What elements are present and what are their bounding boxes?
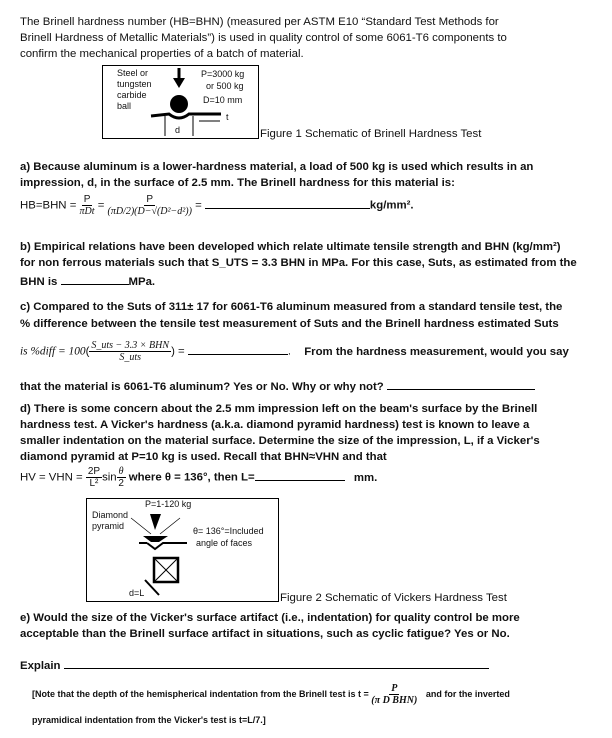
answer-blank-b[interactable] bbox=[61, 273, 129, 285]
denominator: πDt bbox=[79, 206, 95, 217]
load-label: or 500 kg bbox=[206, 81, 244, 91]
label: Diamond bbox=[92, 510, 129, 520]
angle-label: angle of faces bbox=[196, 538, 253, 548]
label: carbide bbox=[117, 90, 147, 100]
part-d-line: smaller indentation on the material surface. Determine the size of the impression, L, if a Vicker's bbox=[20, 435, 540, 447]
part-d-line: d) There is some concern about the 2.5 mm impression left on the beam's surface by the Brinell bbox=[20, 403, 538, 415]
label: Steel or bbox=[117, 68, 149, 78]
d-label: d bbox=[175, 125, 181, 135]
diamond-pyramid-icon bbox=[87, 496, 278, 602]
units: mm. bbox=[353, 471, 378, 484]
answer-blank-c2[interactable] bbox=[387, 378, 535, 390]
part-d-line: diamond pyramid at P=10 kg is used. Recall that BHN≈VHN and that bbox=[20, 451, 387, 463]
brinell-ball-icon bbox=[103, 66, 258, 138]
note-text: [Note that the depth of the hemispherical indentation from the Brinell test is t = bbox=[32, 689, 369, 699]
part-a-line: impression, d, in the surface of 2.5 mm. The Brinell hardness for this material is: bbox=[20, 177, 455, 189]
figure-2-caption: Figure 2 Schematic of Vickers Hardness Test bbox=[280, 592, 507, 604]
note-text: pyramidical indentation from the Vicker's test is t=L/7.] bbox=[32, 715, 266, 725]
brinell-formula: HB=BHN = $\frac{P}{\text{πDt}}$ = $\frac{P}{\text{(πD/2)(D−√(D²−d²))}}$ = kg/mm². bbox=[20, 194, 414, 217]
percent-diff-formula: is %diff = 100( $\frac{\text{S\_uts − 3.3 × BHN}}{\text{S\_uts}}$ ) = . From the hardness measurement, would you say bbox=[20, 340, 569, 363]
numerator: 2P bbox=[87, 466, 101, 477]
part-b-line: BHN is bbox=[20, 276, 58, 288]
numerator: P bbox=[391, 683, 398, 695]
load-label: P=3000 kg bbox=[201, 69, 245, 79]
intro-line: The Brinell hardness number (HB=BHN) (measured per ASTM E10 “Standard Test Methods for bbox=[20, 16, 499, 28]
diameter-label: D=10 mm bbox=[203, 95, 243, 105]
part-a-line: a) Because aluminum is a lower-hardness material, a load of 500 kg is used which results in an bbox=[20, 161, 534, 173]
numerator: P bbox=[83, 194, 91, 205]
answer-blank-d[interactable] bbox=[255, 469, 345, 481]
explain-blank[interactable] bbox=[64, 657, 489, 669]
figure-1-brinell-schematic bbox=[102, 65, 259, 139]
t-label: t bbox=[226, 112, 229, 122]
denominator: (πD/2)(D−√(D²−d²)) bbox=[107, 206, 192, 217]
label: ball bbox=[117, 101, 132, 111]
numerator: S_uts − 3.3 × BHN bbox=[91, 340, 170, 351]
label: pyramid bbox=[92, 521, 125, 531]
note-text: and for the inverted bbox=[425, 689, 510, 699]
angle-label: θ= 136°=Included bbox=[193, 526, 264, 536]
intro-line: Brinell Hardness of Metallic Materials”) is used in quality control of some 6061-T6 components to bbox=[20, 32, 507, 44]
units: kg/mm². bbox=[369, 199, 414, 212]
figure-2-vickers-schematic bbox=[86, 498, 279, 602]
load-label: P=1-120 kg bbox=[145, 499, 192, 509]
label: tungsten bbox=[117, 79, 152, 89]
numerator: θ bbox=[118, 466, 124, 477]
question-text: From the hardness measurement, would you say bbox=[304, 345, 569, 358]
units: MPa. bbox=[128, 276, 156, 288]
sin: sin bbox=[102, 471, 117, 484]
explain-label: Explain bbox=[20, 660, 61, 672]
vickers-formula bbox=[20, 466, 377, 489]
figure-1-caption: Figure 1 Schematic of Brinell Hardness Test bbox=[260, 128, 482, 140]
answer-blank-c[interactable] bbox=[188, 343, 288, 355]
dl-label: d=L bbox=[129, 588, 145, 598]
part-c-line: % difference between the tensile test measurement of Suts and the Brinell hardness estimated Suts bbox=[20, 318, 559, 330]
formula-lhs: HB=BHN = bbox=[20, 199, 77, 212]
part-b-line: for non ferrous materials such that S_UTS = 3.3 BHN in MPa. For this case, Suts, as estimated from the bbox=[20, 257, 577, 269]
note-line bbox=[32, 683, 510, 706]
formula-lhs: is %diff = 100 bbox=[20, 345, 86, 358]
denominator: (π D BHN) bbox=[371, 695, 418, 707]
numerator: P bbox=[146, 194, 154, 205]
intro-line: confirm the mechanical properties of a batch of material. bbox=[20, 48, 304, 60]
part-c-line: that the material is 6061-T6 aluminum? Yes or No. Why or why not? bbox=[20, 381, 384, 393]
part-e-line: acceptable than the Brinell surface artifact in situations, such as cyclic fatigue? Yes or No. bbox=[20, 628, 510, 640]
denominator: S_uts bbox=[119, 352, 142, 363]
answer-blank-a[interactable] bbox=[205, 197, 370, 209]
denominator: 2 bbox=[118, 478, 124, 489]
question-text: where θ = 136°, then L= bbox=[128, 471, 255, 484]
part-c-line: c) Compared to the Suts of 311± 17 for 6061-T6 aluminum measured from a standard tensile test, the bbox=[20, 301, 563, 313]
part-d-line: hardness test. A Vicker's hardness (a.k.a. diamond pyramid hardness) test is known to leave a bbox=[20, 419, 530, 431]
part-b-line: b) Empirical relations have been developed which relate ultimate tensile strength and BHN (kg/mm²) bbox=[20, 241, 561, 253]
part-e-line: e) Would the size of the Vicker's surface artifact (i.e., indentation) for quality control be more bbox=[20, 612, 520, 624]
denominator: L² bbox=[89, 478, 99, 489]
formula-lhs: HV = VHN = bbox=[20, 471, 83, 484]
